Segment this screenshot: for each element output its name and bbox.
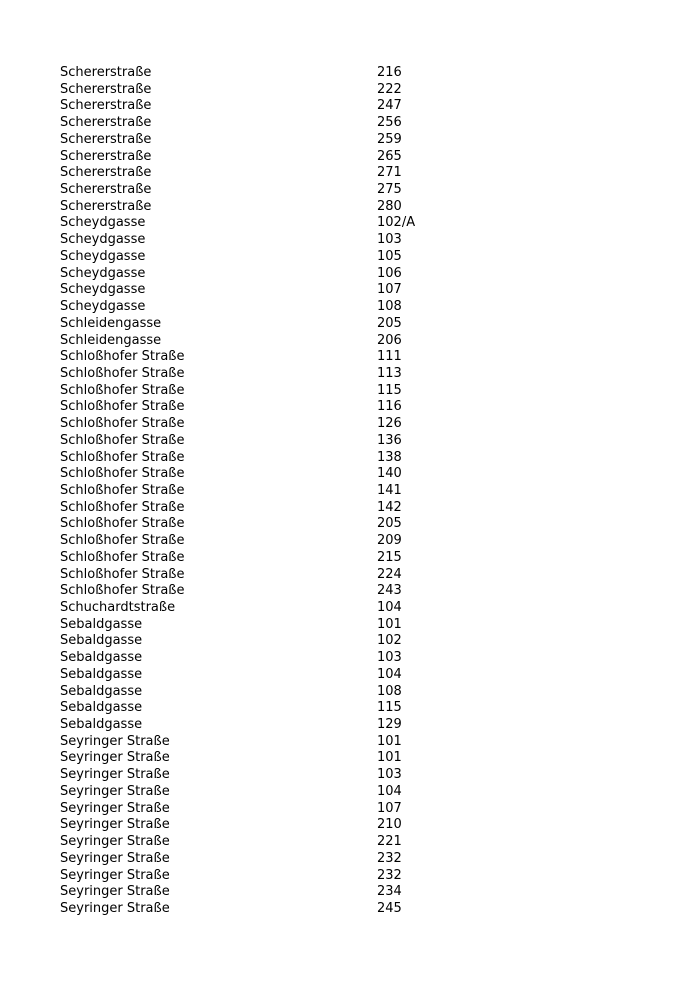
street-name-cell: Schleidengasse — [60, 315, 162, 331]
house-number-cell: 106 — [377, 265, 402, 281]
street-name-cell: Schloßhofer Straße — [60, 382, 185, 398]
table-row — [60, 533, 480, 550]
table-row — [60, 801, 480, 818]
house-number-cell: 140 — [377, 466, 402, 482]
table-row — [60, 366, 480, 383]
table-row — [60, 266, 480, 283]
street-name-cell: Schloßhofer Straße — [60, 432, 185, 448]
street-name-cell: Scheydgasse — [60, 232, 146, 248]
table-row — [60, 98, 480, 115]
street-name-cell: Sebaldgasse — [60, 650, 143, 666]
street-name-cell: Scheydgasse — [60, 248, 146, 264]
house-number-cell: 247 — [377, 98, 402, 114]
house-number-cell: 243 — [377, 583, 402, 599]
table-row — [60, 734, 480, 751]
street-name-cell: Schererstraße — [60, 81, 152, 97]
street-name-cell: Scheydgasse — [60, 299, 146, 315]
table-row — [60, 149, 480, 166]
house-number-cell: 102/A — [377, 215, 416, 231]
table-row — [60, 132, 480, 149]
house-number-cell: 141 — [377, 482, 402, 498]
house-number-cell: 224 — [377, 566, 402, 582]
street-name-cell: Scheydgasse — [60, 265, 146, 281]
table-row — [60, 567, 480, 584]
table-row — [60, 249, 480, 266]
table-row — [60, 750, 480, 767]
street-name-cell: Schloßhofer Straße — [60, 466, 185, 482]
table-row — [60, 483, 480, 500]
table-row — [60, 600, 480, 617]
house-number-cell: 101 — [377, 616, 402, 632]
table-row — [60, 767, 480, 784]
street-name-cell: Schererstraße — [60, 182, 152, 198]
house-number-cell: 232 — [377, 850, 402, 866]
table-row — [60, 868, 480, 885]
street-name-cell: Seyringer Straße — [60, 817, 170, 833]
street-name-cell: Schererstraße — [60, 65, 152, 80]
table-row — [60, 901, 480, 918]
street-name-cell: Schloßhofer Straße — [60, 583, 185, 599]
table-row — [60, 165, 480, 182]
house-number-cell: 108 — [377, 683, 402, 699]
table-row — [60, 333, 480, 350]
street-name-cell: Schloßhofer Straße — [60, 499, 185, 515]
street-name-cell: Seyringer Straße — [60, 884, 170, 900]
table-row — [60, 182, 480, 199]
house-number-cell: 136 — [377, 432, 402, 448]
street-name-cell: Seyringer Straße — [60, 867, 170, 883]
table-row — [60, 215, 480, 232]
street-name-cell: Schleidengasse — [60, 332, 162, 348]
table-row — [60, 299, 480, 316]
house-number-cell: 107 — [377, 800, 402, 816]
street-name-cell: Schererstraße — [60, 115, 152, 131]
table-row — [60, 232, 480, 249]
table-row — [60, 282, 480, 299]
house-number-cell: 210 — [377, 817, 402, 833]
house-number-cell: 275 — [377, 182, 402, 198]
street-name-cell: Schererstraße — [60, 148, 152, 164]
table-row — [60, 817, 480, 834]
table-row — [60, 115, 480, 132]
house-number-cell: 104 — [377, 783, 402, 799]
table-row — [60, 834, 480, 851]
house-number-cell: 215 — [377, 549, 402, 565]
house-number-cell: 221 — [377, 834, 402, 850]
house-number-cell: 126 — [377, 416, 402, 432]
street-name-cell: Sebaldgasse — [60, 633, 143, 649]
house-number-cell: 103 — [377, 650, 402, 666]
street-name-cell: Schloßhofer Straße — [60, 449, 185, 465]
street-name-cell: Schloßhofer Straße — [60, 365, 185, 381]
house-number-cell: 209 — [377, 533, 402, 549]
street-name-cell: Schererstraße — [60, 98, 152, 114]
street-name-cell: Schererstraße — [60, 198, 152, 214]
house-number-cell: 265 — [377, 148, 402, 164]
table-row — [60, 717, 480, 734]
street-name-cell: Schloßhofer Straße — [60, 566, 185, 582]
street-name-cell: Schloßhofer Straße — [60, 549, 185, 565]
street-name-cell: Seyringer Straße — [60, 800, 170, 816]
table-row — [60, 450, 480, 467]
house-number-cell: 216 — [377, 65, 402, 80]
house-number-cell: 259 — [377, 131, 402, 147]
house-number-cell: 245 — [377, 900, 402, 916]
house-number-cell: 104 — [377, 666, 402, 682]
house-number-cell: 115 — [377, 700, 402, 716]
house-number-cell: 142 — [377, 499, 402, 515]
house-number-cell: 108 — [377, 299, 402, 315]
house-number-cell: 271 — [377, 165, 402, 181]
street-name-cell: Sebaldgasse — [60, 666, 143, 682]
table-row — [60, 399, 480, 416]
house-number-cell: 116 — [377, 399, 402, 415]
street-name-cell: Sebaldgasse — [60, 717, 143, 733]
table-row — [60, 684, 480, 701]
street-name-cell: Schuchardtstraße — [60, 600, 176, 615]
street-name-cell: Seyringer Straße — [60, 767, 170, 783]
house-number-cell: 280 — [377, 198, 402, 214]
street-name-cell: Seyringer Straße — [60, 900, 170, 916]
table-row — [60, 316, 480, 333]
street-name-cell: Scheydgasse — [60, 282, 146, 298]
house-number-cell: 205 — [377, 516, 402, 532]
house-number-cell: 234 — [377, 884, 402, 900]
table-row — [60, 416, 480, 433]
table-row — [60, 550, 480, 567]
house-number-cell: 103 — [377, 232, 402, 248]
table-row — [60, 884, 480, 901]
house-number-cell: 101 — [377, 750, 402, 766]
house-number-cell: 138 — [377, 449, 402, 465]
table-row — [60, 851, 480, 868]
house-number-cell: 222 — [377, 81, 402, 97]
table-row — [60, 583, 480, 600]
street-name-cell: Schloßhofer Straße — [60, 416, 185, 432]
street-name-cell: Schloßhofer Straße — [60, 399, 185, 415]
street-name-cell: Schloßhofer Straße — [60, 482, 185, 498]
street-name-cell: Sebaldgasse — [60, 683, 143, 699]
house-number-cell: 101 — [377, 733, 402, 749]
house-number-cell: 102 — [377, 633, 402, 649]
house-number-cell: 206 — [377, 332, 402, 348]
street-name-cell: Schloßhofer Straße — [60, 516, 185, 532]
table-row — [60, 516, 480, 533]
table-row — [60, 617, 480, 634]
house-number-cell: 104 — [377, 600, 402, 615]
table-row — [60, 700, 480, 717]
table-row — [60, 633, 480, 650]
street-name-cell: Seyringer Straße — [60, 850, 170, 866]
house-number-cell: 113 — [377, 365, 402, 381]
street-name-cell: Schloßhofer Straße — [60, 533, 185, 549]
table-row — [60, 383, 480, 400]
street-name-cell: Seyringer Straße — [60, 834, 170, 850]
street-name-cell: Sebaldgasse — [60, 616, 143, 632]
street-name-cell: Schererstraße — [60, 165, 152, 181]
street-name-cell: Schloßhofer Straße — [60, 349, 185, 365]
street-name-cell: Sebaldgasse — [60, 700, 143, 716]
house-number-cell: 256 — [377, 115, 402, 131]
table-row — [60, 65, 480, 82]
table-row — [60, 667, 480, 684]
house-number-cell: 232 — [377, 867, 402, 883]
table-row — [60, 349, 480, 366]
table-row — [60, 433, 480, 450]
table-row — [60, 82, 480, 99]
house-number-cell: 107 — [377, 282, 402, 298]
house-number-cell: 115 — [377, 382, 402, 398]
street-name-cell: Scheydgasse — [60, 215, 146, 231]
table-row — [60, 500, 480, 517]
street-name-cell: Schererstraße — [60, 131, 152, 147]
street-name-cell: Seyringer Straße — [60, 750, 170, 766]
house-number-cell: 205 — [377, 315, 402, 331]
house-number-cell: 105 — [377, 248, 402, 264]
table-row — [60, 466, 480, 483]
house-number-cell: 111 — [377, 349, 402, 365]
house-number-cell: 129 — [377, 717, 402, 733]
table-row — [60, 650, 480, 667]
street-name-cell: Seyringer Straße — [60, 783, 170, 799]
street-name-cell: Seyringer Straße — [60, 733, 170, 749]
house-number-cell: 103 — [377, 767, 402, 783]
address-table — [60, 65, 480, 918]
table-row — [60, 199, 480, 216]
table-row — [60, 784, 480, 801]
